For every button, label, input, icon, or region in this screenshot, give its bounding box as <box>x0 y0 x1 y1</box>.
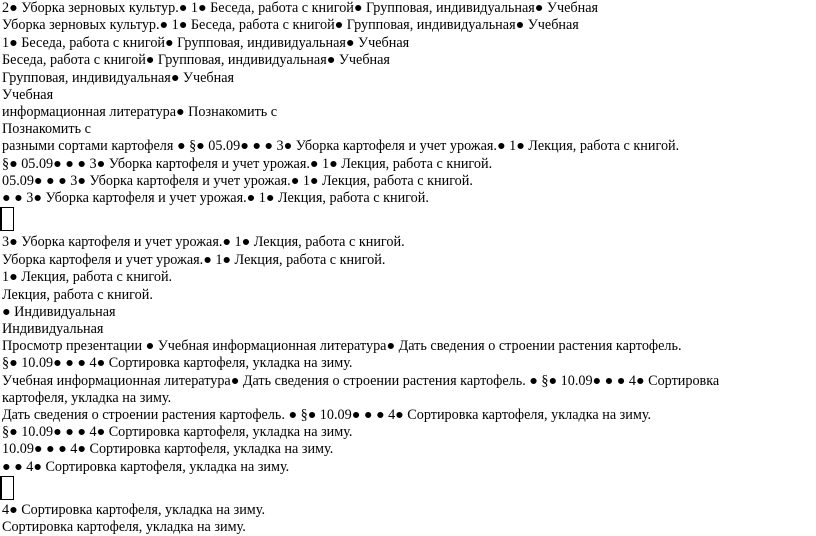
text-line: 2● Уборка зерновых культур.● 1● Беседа, работа с книгой● Групповая, индивидуальная● Учебная <box>2 0 599 16</box>
text-line: картофеля, укладка на зиму. <box>2 390 172 406</box>
text-line: Познакомить с <box>2 121 91 137</box>
text-line: Просмотр презентации ● Учебная информационная литература● Дать сведения о строении растения картофель. <box>2 338 682 354</box>
text-line: 1● Беседа, работа с книгой● Групповая, индивидуальная● Учебная <box>2 35 410 51</box>
text-line: ● ● 4● Сортировка картофеля, укладка на зиму. <box>2 459 290 475</box>
text-line: Учебная <box>2 87 54 103</box>
text-line: 1● Лекция, работа с книгой. <box>2 269 173 285</box>
text-line: Индивидуальная <box>2 321 104 337</box>
text-line: Уборка зерновых культур.● 1● Беседа, работа с книгой● Групповая, индивидуальная● Учебная <box>2 17 579 33</box>
text-line: ● ● 3● Уборка картофеля и учет урожая.● 1● Лекция, работа с книгой. <box>2 190 429 206</box>
text-line: Беседа, работа с книгой● Групповая, индивидуальная● Учебная <box>2 52 390 68</box>
text-line: разными сортами картофеля ● §● 05.09● ● ● 3● Уборка картофеля и учет урожая.● 1● Лекция, работа с книгой. <box>2 138 680 154</box>
text-line: 05.09● ● ● 3● Уборка картофеля и учет урожая.● 1● Лекция, работа с книгой. <box>2 173 473 189</box>
text-line: 10.09● ● ● 4● Сортировка картофеля, укладка на зиму. <box>2 441 334 457</box>
text-line: Уборка картофеля и учет урожая.● 1● Лекция, работа с книгой. <box>2 252 386 268</box>
empty-box <box>0 207 14 231</box>
empty-box <box>0 476 14 500</box>
text-line: Сортировка картофеля, укладка на зиму. <box>2 519 246 535</box>
text-line: информационная литература● Познакомить с <box>2 104 278 120</box>
text-line: ● Индивидуальная <box>2 304 116 320</box>
text-line: Учебная информационная литература● Дать сведения о строении растения картофель. ● §● 10.09● ● ● 4● Сортировка <box>2 373 720 389</box>
text-line: §● 05.09● ● ● 3● Уборка картофеля и учет урожая.● 1● Лекция, работа с книгой. <box>2 156 493 172</box>
text-line: Лекция, работа с книгой. <box>2 287 153 303</box>
text-line: §● 10.09● ● ● 4● Сортировка картофеля, укладка на зиму. <box>2 424 353 440</box>
text-line: Дать сведения о строении растения картофель. ● §● 10.09● ● ● 4● Сортировка картофеля, укладка на зиму. <box>2 407 652 423</box>
text-line: Групповая, индивидуальная● Учебная <box>2 70 235 86</box>
text-line: 4● Сортировка картофеля, укладка на зиму. <box>2 502 265 518</box>
text-line: §● 10.09● ● ● 4● Сортировка картофеля, укладка на зиму. <box>2 355 353 371</box>
text-line: 3● Уборка картофеля и учет урожая.● 1● Лекция, работа с книгой. <box>2 234 405 250</box>
